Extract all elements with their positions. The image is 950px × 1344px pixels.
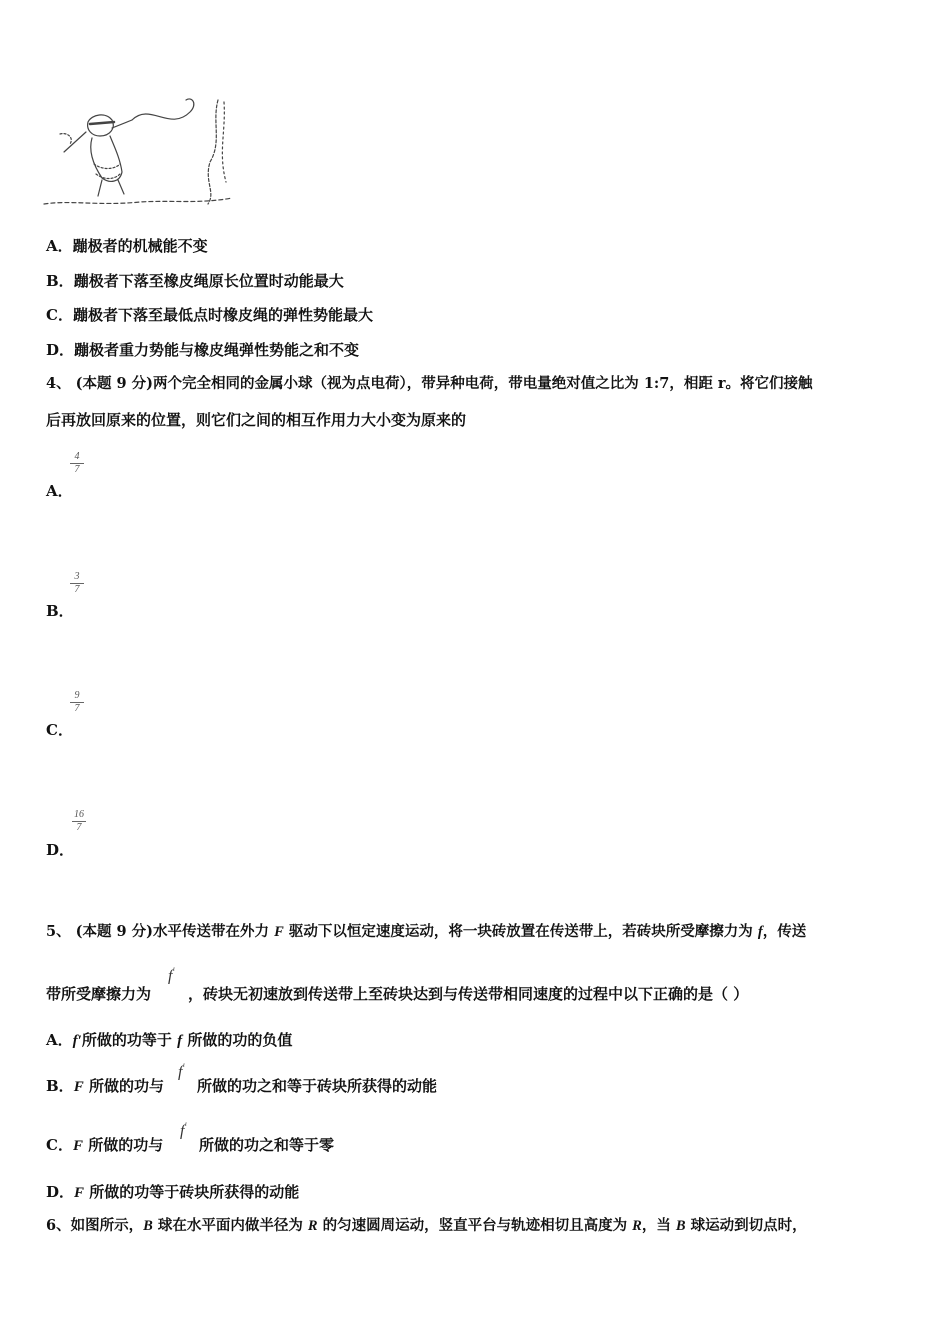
q4-option-b-fraction: $\frac{3}{7}$ bbox=[70, 572, 84, 595]
q5-stem-line1: 5、 (本题 9 分)水平传送带在外力 F 驱动下以恒定速度运动，将一块砖放置在传送带上，若砖块所受摩擦力为 f，传送 bbox=[46, 923, 807, 940]
q5-option-a: A．f′所做的功等于 f 所做的功的负值 bbox=[46, 1031, 293, 1049]
q5-option-c-part2: 所做的功之和等于零 bbox=[199, 1136, 335, 1154]
bungee-jumper-figure bbox=[40, 92, 240, 212]
q4-option-d-fraction: $\frac{16}{7}$ bbox=[74, 809, 84, 833]
q3-option-b: B．蹦极者下落至橡皮绳原长位置时动能最大 bbox=[46, 272, 344, 290]
q4-option-c-fraction: $\frac{9}{7}$ bbox=[70, 691, 84, 714]
q5-option-c-fprime: f′ bbox=[180, 1121, 187, 1140]
q4-stem-line1: 4、 (本题 9 分)两个完全相同的金属小球（视为点电荷），带异种电荷，带电量绝对值之比为 1:7，相距 r。将它们接触 bbox=[46, 375, 813, 392]
q4-option-d-label: D． bbox=[46, 841, 75, 859]
q5-option-b-fprime: f′ bbox=[178, 1062, 185, 1081]
q5-option-d: D．F 所做的功等于砖块所获得的动能 bbox=[46, 1183, 300, 1201]
q5-option-b-part1: B．F 所做的功与 bbox=[46, 1077, 164, 1095]
q4-option-b-label: B． bbox=[46, 602, 74, 620]
q5-fprime-symbol: f′ bbox=[168, 966, 175, 985]
q5-stem-line2-a: 带所受摩擦力为 bbox=[46, 985, 152, 1003]
q4-option-a-label: A． bbox=[46, 482, 73, 500]
q4-option-c-label: C． bbox=[46, 721, 73, 739]
q5-stem-line2-b: ，砖块无初速放到传送带上至砖块达到与传送带相同速度的过程中以下正确的是（ ） bbox=[188, 985, 749, 1003]
q6-stem-line1: 6、如图所示，B 球在水平面内做半径为 R 的匀速圆周运动，竖直平台与轨迹相切且高度为 R，当 B 球运动到切点时， bbox=[46, 1217, 807, 1234]
q3-option-c: C．蹦极者下落至最低点时橡皮绳的弹性势能最大 bbox=[46, 306, 373, 324]
q5-option-b-part2: 所做的功之和等于砖块所获得的动能 bbox=[197, 1077, 438, 1095]
q5-option-c-part1: C．F 所做的功与 bbox=[46, 1136, 164, 1154]
q3-option-d: D．蹦极者重力势能与橡皮绳弹性势能之和不变 bbox=[46, 341, 360, 359]
q4-stem-line2: 后再放回原来的位置，则它们之间的相互作用力大小变为原来的 bbox=[46, 411, 467, 429]
q3-option-a: A．蹦极者的机械能不变 bbox=[46, 237, 208, 255]
q4-option-a-fraction: $\frac{4}{7}$ bbox=[70, 452, 84, 475]
